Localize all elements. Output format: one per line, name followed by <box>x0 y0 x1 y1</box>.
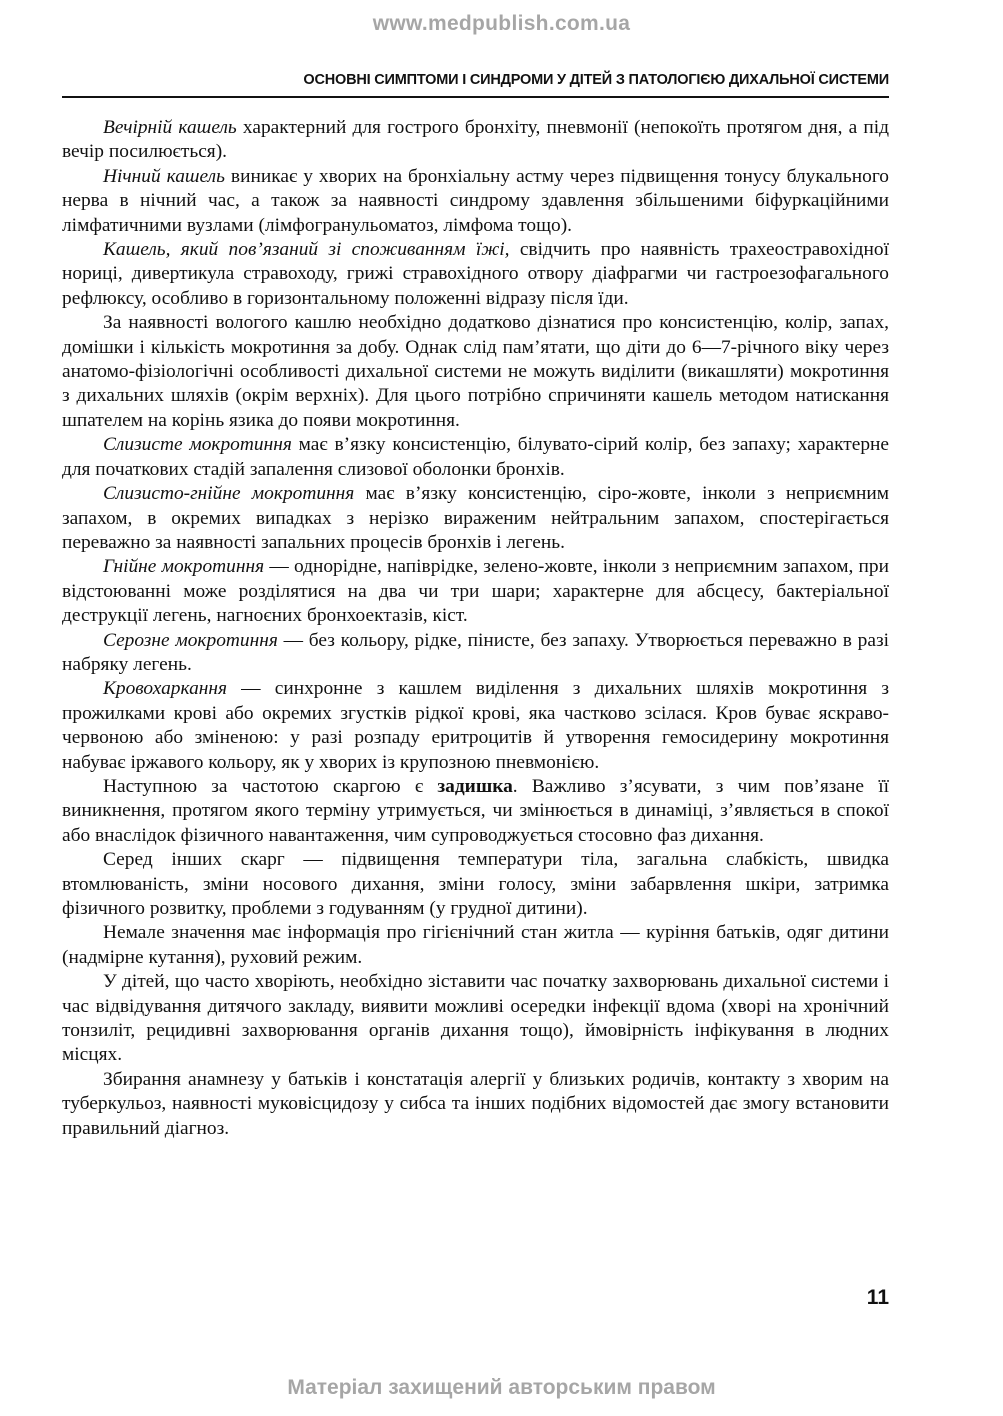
paragraph-text: Збирання анамнезу у батьків і констатація алергії у близьких родичів, контакту з хворим на туберкульоз, наявності муковісцидозу у сибса та інших подібних відомостей дає змогу встановити правильний діагноз. <box>62 1068 889 1139</box>
paragraph-text: має в’язку консистенцію, білувато-сірий колір, без запаху; характерне для початкових стадій запалення слизової оболонки бронхів. <box>62 434 890 480</box>
paragraph-purulent-sputum <box>62 555 889 628</box>
paragraph-other-complaints <box>62 848 889 921</box>
paragraph-dyspnea <box>62 775 889 848</box>
paragraph-text: За наявності вологого кашлю необхідно додатково дізнатися про консистенцію, колір, запах, домішки і кількість мокротиння за добу. Однак слід пам’ятати, що діти до 6—7-річного віку через анатомо-фізіологічні особливості дихальної системи не можуть виділити (викашляти) мокротиння з дихальних шляхів (окрім верхніх). Для цього потрібно спричиняти кашель методом натискання шпателем на корінь язика до появи мокротиння. <box>62 312 889 431</box>
header-rule <box>62 96 889 98</box>
watermark-bottom: Матеріал захищений авторським правом <box>287 1376 716 1399</box>
page-number: 11 <box>866 1286 889 1309</box>
term-food-cough: Кашель, який пов’язаний зі споживанням їжі, <box>103 239 510 261</box>
paragraph-text: виникає у хворих на бронхіальну астму через підвищення тонусу блукального нерва в нічний час, а також за наявності синдрому здавлення збільшеними біфуркаційними лімфатичними вузлами (лімфогранульоматоз, лімфома тощо). <box>62 165 889 236</box>
paragraph-text: — синхронне з кашлем виділення з дихальних шляхів мокротиння з прожилками крові або окремих згустків рідкої крові, яка частково зсілася. Кров буває яскраво-червоною або зміненою: у разі розпаду еритроцитів й утворення гемосидерину мокротиння набуває іржавого кольору, як у хворих із крупозною пневмонією. <box>62 678 889 773</box>
paragraph-text: свідчить про наявність трахеостравохідної нориці, дивертикула стравоходу, грижі стравохідного отвору діафрагми чи гастроезофагального рефлюксу, особливо в горизонтальному положенні відразу після їди. <box>62 239 890 309</box>
body-text <box>62 116 889 1141</box>
paragraph-text: Немале значення має інформація про гігієнічний стан житла — куріння батьків, одяг дитини (надмірне кутання), руховий режим. <box>62 922 889 968</box>
term-dyspnea: задишка <box>437 775 513 797</box>
paragraph-text: має в’язку консистенцію, сіро-жовте, інколи з неприємним запахом, в окремих випадках з нерізко вираженим нейтральним запахом, спостерігається переважно за наявності запальних процесів бронхів і легень. <box>62 483 889 553</box>
paragraph-wet-cough <box>62 311 889 433</box>
paragraph-hygiene <box>62 921 889 970</box>
term-mucous-sputum: Слизисте мокротиння <box>103 434 292 456</box>
paragraph-text: . Важливо з’ясувати, з чим пов’язане її виникнення, протягом якого терміну утримується, чи змінюється в динаміці, з’являється в спокої або внаслідок фізичного навантаження, чим супроводжується стосовно фаз дихання. <box>62 775 889 846</box>
paragraph-food-cough <box>62 238 889 311</box>
paragraph-text: Серед інших скарг — підвищення температури тіла, загальна слабкість, швидка втомлюваність, зміни носового дихання, зміни голосу, зміни забарвлення шкіри, затримка фізичного розвитку, проблеми з годуванням (у грудної дитини). <box>62 849 889 919</box>
paragraph-text: характерний для гострого бронхіту, пневмонії (непокоїть протягом дня, а під вечір посилюється). <box>62 117 889 163</box>
paragraph-text: — без кольору, рідке, пінисте, без запаху. Утворюється переважно в разі набряку легень. <box>62 629 889 675</box>
running-head: ОСНОВНІ СИМПТОМИ І СИНДРОМИ У ДІТЕЙ З ПАТОЛОГІЄЮ ДИХАЛЬНОЇ СИСТЕМИ <box>303 72 889 88</box>
term-evening-cough: Вечірній кашель <box>103 117 237 138</box>
paragraph-evening-cough <box>62 116 889 165</box>
term-purulent-sputum: Гнійне мокротиння <box>103 556 265 578</box>
paragraph-anamnesis <box>62 1068 889 1141</box>
watermark-top: www.medpublish.com.ua <box>372 12 631 35</box>
paragraph-text: У дітей, що часто хворіють, необхідно зіставити час початку захворювань дихальної системи і час відвідування дитячого закладу, виявити можливі осередки інфекції вдома (хворі на хронічний тонзиліт, рецидивні захворювання органів дихання тощо), ймовірність інфікування в людних місцях. <box>62 971 889 1066</box>
paragraph-text: — однорідне, напіврідке, зелено-жовте, інколи з неприємним запахом, при відстоюванні може розділятися на два чи три шари; характерне для абсцесу, бактеріальної деструкції легень, нагноєних бронхоектазів, кіст. <box>62 556 889 627</box>
paragraph-text: Наступною за частотою скаргою є <box>103 775 438 797</box>
term-serous-sputum: Серозне мокротиння <box>103 629 278 651</box>
paragraph-mucopurulent-sputum <box>62 482 889 555</box>
paragraph-hemoptysis <box>62 677 889 775</box>
paragraph-frequent-illness <box>62 970 889 1068</box>
term-hemoptysis: Кровохаркання <box>103 678 228 700</box>
paragraph-mucous-sputum <box>62 433 889 482</box>
paragraph-night-cough <box>62 165 889 238</box>
paragraph-serous-sputum <box>62 629 889 678</box>
term-mucopurulent-sputum: Слизисто-гнійне мокротиння <box>103 483 355 505</box>
term-night-cough: Нічний кашель <box>103 165 225 187</box>
